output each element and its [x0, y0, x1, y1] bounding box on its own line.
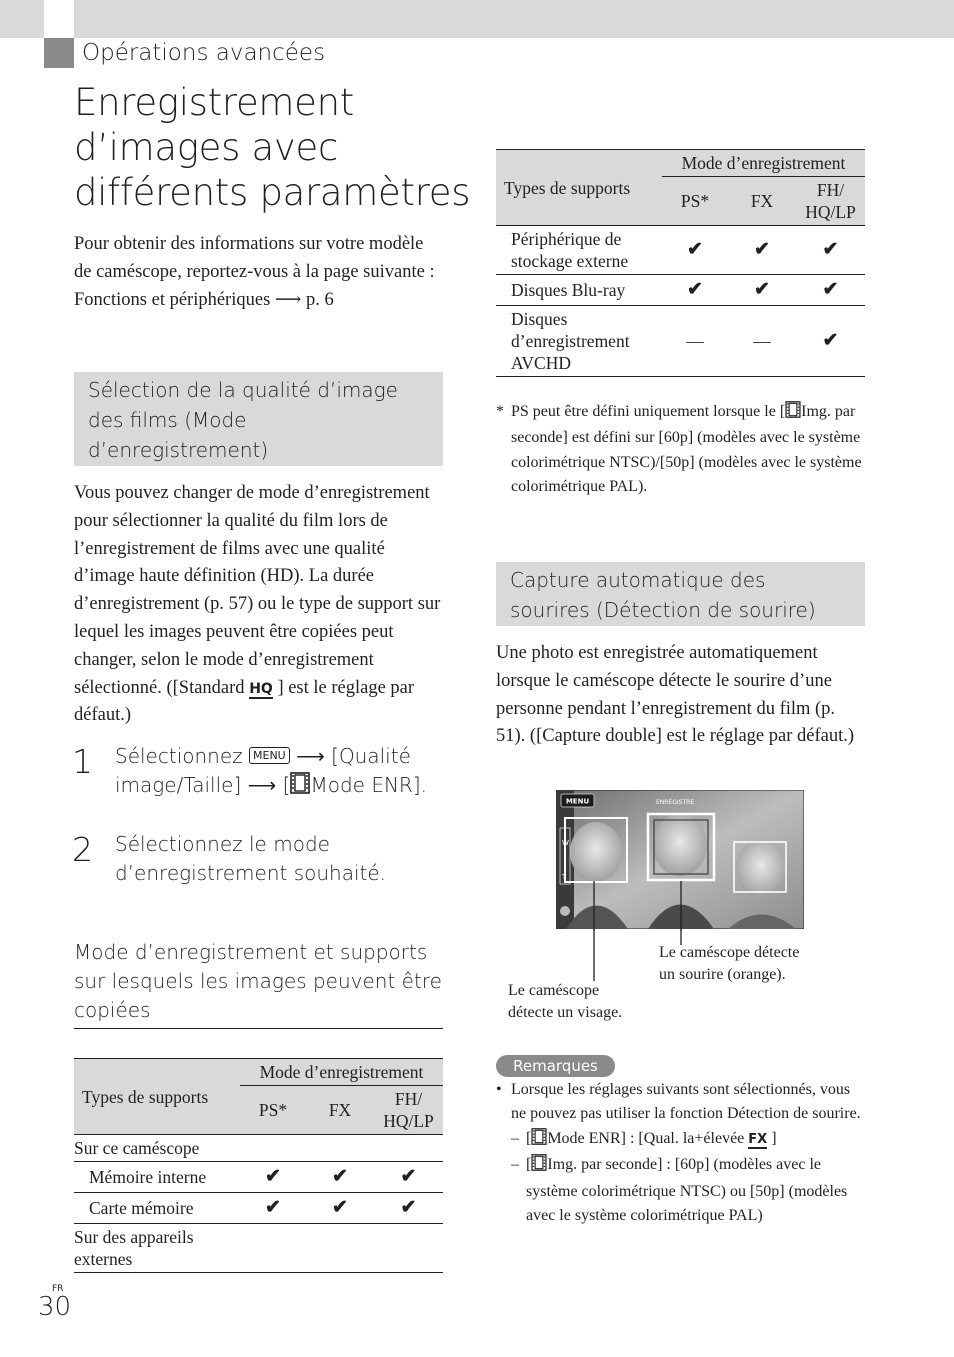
- check-icon: ✔: [400, 1197, 417, 1218]
- media-table-external: [496, 149, 865, 377]
- callout-line-face: [593, 881, 595, 931]
- hq-icon: HQ: [249, 680, 273, 697]
- group-label: Sur ce caméscope: [74, 1138, 200, 1158]
- bullet-icon: •: [496, 1081, 502, 1098]
- row-label: Périphérique de stockage externe: [511, 229, 629, 271]
- header-mode: Mode d’enregistrement: [240, 1059, 443, 1086]
- zoom-w-label: W: [562, 839, 569, 847]
- header-types: Types de supports: [504, 177, 631, 198]
- step-number: 1: [72, 742, 93, 781]
- check-icon: ✔: [754, 279, 770, 300]
- check-icon: ✔: [400, 1166, 417, 1187]
- notes-list: [496, 1078, 868, 1228]
- film-icon: [290, 772, 310, 802]
- row-label: Carte mémoire: [89, 1198, 194, 1218]
- media-table-camcorder: [74, 1058, 443, 1273]
- film-icon: [531, 1154, 547, 1179]
- header-types: Types de supports: [82, 1086, 209, 1107]
- page-title: Enregistrement d’images avec différents paramètres: [74, 81, 471, 214]
- section-label: Opérations avancées: [82, 40, 326, 66]
- dash-icon: —: [753, 331, 771, 351]
- film-icon: [531, 1128, 547, 1153]
- menu-label: MENU: [565, 797, 590, 806]
- col-fx: FX: [328, 1100, 352, 1120]
- col-fh: FH/ HQ/LP: [805, 180, 856, 222]
- notes-badge: Remarques: [496, 1055, 615, 1077]
- callout-line-smile: [680, 881, 682, 931]
- arrow-right-icon: ⟶: [247, 773, 277, 797]
- callout-face-detect: Le caméscope détecte un visage.: [508, 982, 623, 1021]
- step-text: Sélectionnez MENU ⟶ [Qualité image/Taille] ⟶ [ Mode ENR].: [115, 742, 455, 802]
- col-ps: PS*: [258, 1100, 288, 1120]
- rec-label: ENREGISTRE: [656, 799, 695, 806]
- section-body-smile: Une photo est enregistrée automatiquement lorsque le caméscope détecte le sourire d’une personne pendant l’enregistrement du film (p. 51). ([Capture double] est le réglage par défaut.): [496, 643, 855, 747]
- step-number: 2: [72, 830, 93, 869]
- check-icon: ✔: [265, 1197, 281, 1218]
- note-item: – [ Mode ENR] : [Qual. la+élevée FX ]: [511, 1127, 868, 1153]
- dash-icon: —: [686, 331, 704, 351]
- check-icon: ✔: [822, 330, 839, 351]
- section-body-quality: Vous pouvez changer de mode d’enregistrement pour sélectionner la qualité du film lors de l’enregistrement de films avec une qualité d’image haute définition (HD). La durée d’enregistrement (p. 57) ou le type de support sur lequel les images peuvent être copiées peut changer, selon le mode d’enregistrement sélectionné. ([Standard HQ ] est le réglage par défaut.): [74, 483, 441, 726]
- header-band: [0, 0, 954, 38]
- record-button-icon: [560, 906, 570, 916]
- check-icon: ✔: [265, 1166, 281, 1187]
- note-main: Lorsque les réglages suivants sont sélectionnés, vous ne pouvez pas utiliser la fonction Détection de sourire.: [511, 1081, 861, 1123]
- section-marker: [44, 38, 74, 68]
- col-fh: FH/ HQ/LP: [383, 1089, 434, 1131]
- zoom-t-label: T: [562, 873, 567, 881]
- check-icon: ✔: [687, 239, 703, 260]
- intro-text: Pour obtenir des informations sur votre modèle de caméscope, reportez-vous à la page suivante :: [74, 234, 435, 282]
- intro-link[interactable]: Fonctions et périphériques ⟶ p. 6: [74, 289, 334, 310]
- row-label: Disques Blu-ray: [511, 280, 626, 300]
- group-label: Sur des appareils externes: [74, 1227, 194, 1269]
- section-heading-quality: Sélection de la qualité d’image des films (Mode d’enregistrement): [74, 372, 443, 466]
- check-icon: ✔: [687, 279, 703, 300]
- intro-paragraph: [74, 231, 444, 314]
- film-icon: [785, 401, 801, 426]
- subsection-heading: Mode d’enregistrement et supports sur lesquels les images peuvent être copiées: [74, 938, 443, 1029]
- arrow-right-icon: ⟶: [296, 744, 325, 768]
- section-heading-smile: Capture automatique des sourires (Détection de sourire): [496, 562, 865, 626]
- check-icon: ✔: [822, 279, 839, 300]
- col-fx: FX: [750, 191, 774, 211]
- check-icon: ✔: [822, 239, 839, 260]
- step-text: Sélectionnez le mode d’enregistrement souhaité.: [115, 832, 387, 885]
- col-ps: PS*: [680, 191, 710, 211]
- table-footnote: * PS peut être défini uniquement lorsque le [ Img. par seconde] est défini sur [60p] (modèles avec le système colorimétrique NTSC)/[50p] (modèles avec le système colorimétrique PAL).: [496, 403, 862, 496]
- row-label: Disques d’enregistrement AVCHD: [511, 309, 630, 373]
- check-icon: ✔: [332, 1197, 348, 1218]
- check-icon: ✔: [332, 1166, 348, 1187]
- header-notch: [44, 0, 74, 38]
- page-number: 30: [38, 1292, 72, 1322]
- note-item: – [ Img. par seconde] : [60p] (modèles avec le système colorimétrique NTSC) ou [50p] (modèles avec le système colorimétrique PAL): [511, 1156, 848, 1225]
- header-mode: Mode d’enregistrement: [662, 150, 865, 177]
- menu-button-icon: MENU: [249, 747, 290, 764]
- arrow-right-icon: ⟶: [274, 289, 302, 310]
- callout-smile-detect: Le caméscope détecte un sourire (orange).: [659, 944, 800, 983]
- language-code: FR: [52, 1284, 64, 1294]
- fx-icon: FX: [748, 1131, 768, 1147]
- row-label: Mémoire interne: [89, 1167, 207, 1187]
- check-icon: ✔: [754, 239, 770, 260]
